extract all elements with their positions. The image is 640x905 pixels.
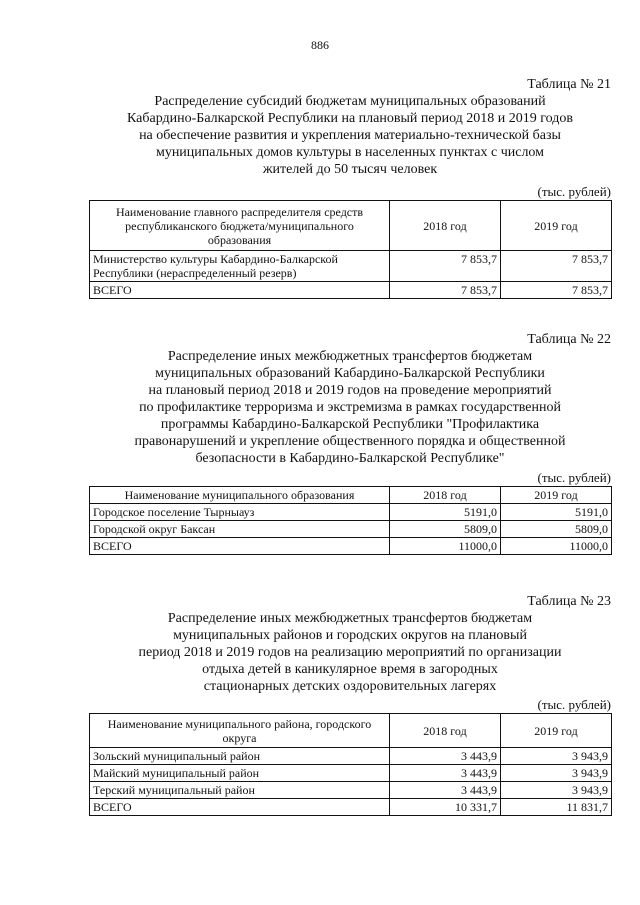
- value-2019: 7 853,7: [501, 282, 612, 299]
- data-table-21: [89, 200, 612, 299]
- table-row: [90, 748, 612, 765]
- value-2019: 5809,0: [501, 521, 612, 538]
- row-name: Майский муниципальный район: [90, 765, 390, 782]
- value-2019: 7 853,7: [501, 251, 612, 282]
- table-21-block: [89, 76, 611, 299]
- value-2019: 3 943,9: [501, 765, 612, 782]
- value-2019: 3 943,9: [501, 782, 612, 799]
- column-header-name: Наименование муниципального района, городского округа: [90, 714, 390, 748]
- table-22-block: [89, 331, 611, 555]
- column-header-2019: 2019 год: [501, 201, 612, 251]
- value-2018: 7 853,7: [390, 251, 501, 282]
- total-row: [90, 799, 612, 816]
- row-name: Министерство культуры Кабардино-Балкарской Республики (нераспределенный резерв): [90, 251, 390, 282]
- table-title: Распределение иных межбюджетных трансфертов бюджетам муниципальных районов и городских округов на плановый период 2018 и 2019 годов на реализацию мероприятий по организации отдыха детей в каникулярное время в загородных стационарных детских оздоровительных лагерях: [138, 611, 562, 694]
- table-23-block: [89, 593, 611, 816]
- column-header-2018: 2018 год: [390, 714, 501, 748]
- value-2018: 5191,0: [390, 504, 501, 521]
- value-2019: 5191,0: [501, 504, 612, 521]
- value-2018: 3 443,9: [390, 748, 501, 765]
- table-row: [90, 251, 612, 282]
- row-name: Зольский муниципальный район: [90, 748, 390, 765]
- column-header-2019: 2019 год: [501, 487, 612, 504]
- data-table-23: [89, 713, 612, 816]
- column-header-2018: 2018 год: [390, 487, 501, 504]
- header-row: [90, 487, 612, 504]
- data-table-22: [89, 486, 612, 555]
- row-name: Городское поселение Тырныауз: [90, 504, 390, 521]
- row-name: ВСЕГО: [90, 538, 390, 555]
- units-label: (тыс. рублей): [537, 184, 611, 199]
- page-number: 886: [311, 38, 329, 52]
- units-label: (тыс. рублей): [537, 470, 611, 485]
- total-row: [90, 538, 612, 555]
- table-row: [90, 521, 612, 538]
- row-name: ВСЕГО: [90, 282, 390, 299]
- value-2018: 3 443,9: [390, 765, 501, 782]
- header-row: [90, 714, 612, 748]
- header-row: [90, 201, 612, 251]
- column-header-2018: 2018 год: [390, 201, 501, 251]
- value-2019: 11000,0: [501, 538, 612, 555]
- table-title: Распределение иных межбюджетных трансфертов бюджетам муниципальных образований Кабардино-Балкарской Республики на плановый период 2018 и 2019 годов на проведение мероприятий по профилактике терроризма и экстремизма в рамках государственной программы Кабардино-Балкарской Республики "Профилактика правонарушений и укрепление общественного порядка и общественной безопасности в Кабардино-Балкарской Республике": [134, 349, 566, 466]
- value-2019: 11 831,7: [501, 799, 612, 816]
- table-label: Таблица № 23: [527, 594, 611, 609]
- table-row: [90, 504, 612, 521]
- row-name: Городской округ Баксан: [90, 521, 390, 538]
- value-2018: 3 443,9: [390, 782, 501, 799]
- row-name: ВСЕГО: [90, 799, 390, 816]
- units-label: (тыс. рублей): [537, 697, 611, 712]
- table-title: Распределение субсидий бюджетам муниципальных образований Кабардино-Балкарской Республики на плановый период 2018 и 2019 годов на обеспечение развития и укрепления материально-технической базы муниципальных домов культуры в населенных пунктах с числом жителей до 50 тысяч человек: [126, 94, 574, 177]
- total-row: [90, 282, 612, 299]
- value-2018: 10 331,7: [390, 799, 501, 816]
- column-header-name: Наименование главного распределителя средств республиканского бюджета/муниципального образования: [90, 201, 390, 251]
- column-header-2019: 2019 год: [501, 714, 612, 748]
- table-row: [90, 782, 612, 799]
- column-header-name: Наименование муниципального образования: [90, 487, 390, 504]
- value-2018: 5809,0: [390, 521, 501, 538]
- table-label: Таблица № 22: [527, 332, 611, 347]
- value-2018: 11000,0: [390, 538, 501, 555]
- row-name: Терский муниципальный район: [90, 782, 390, 799]
- value-2019: 3 943,9: [501, 748, 612, 765]
- value-2018: 7 853,7: [390, 282, 501, 299]
- table-label: Таблица № 21: [527, 77, 611, 92]
- table-row: [90, 765, 612, 782]
